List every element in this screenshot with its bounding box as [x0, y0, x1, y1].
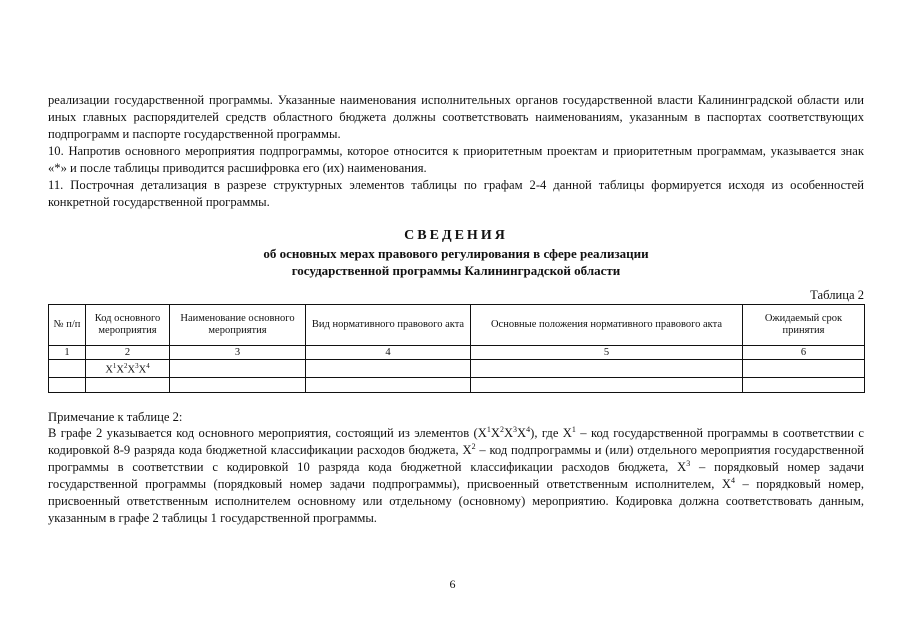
header-cell: Вид нормативного правового акта — [306, 305, 471, 346]
column-number: 1 — [49, 346, 86, 360]
table-row — [49, 377, 865, 392]
table-cell — [471, 360, 743, 378]
header-cell: Код основного мероприятия — [86, 305, 170, 346]
intro-paragraph-1: реализации государственной программы. Указанные наименования исполнительных органов государственной власти Калининградской области или иных главных распорядителей средств областного бюджета должны соответствовать наименованиям, указанным в паспортах соответствующих подпрограмм и паспорте государственной программы. — [48, 93, 864, 141]
column-number: 6 — [743, 346, 865, 360]
table-cell — [49, 377, 86, 392]
column-number: 2 — [86, 346, 170, 360]
note-paragraph: В графе 2 указывается код основного мероприятия, состоящий из элементов $(X^1X^2X^3X^4)$, где $X^1$ – код государственной программы в соответствии с кодировкой 8-9 разряда кода бюджетной классификации расходов бюджета, $X^2$ – код подпрограммы и (или) отдельного мероприятия государственной программы в соответствии с кодировкой 10 разряда кода бюджетной классификации расходов бюджета, $X^3$ – порядковый номер задачи государственной программы (порядковый номер задачи подпрограммы), присвоенный ответственным исполнителем, $X^4$ – порядковый номер, присвоенный ответственным исполнителем основному или отдельному (основному) мероприятию. Кодировка должна соответствовать данным, указанным в графе 2 таблицы 1 государственной программы. — [48, 424, 864, 525]
table-cell — [170, 360, 306, 378]
document-page — [48, 92, 864, 527]
title-line-2: государственной программы Калининградской области — [291, 263, 621, 278]
table-cell — [170, 377, 306, 392]
intro-paragraph-3: 11. Построчная детализация в разрезе структурных элементов таблицы по графам 2-4 данной таблицы формируется исходя из особенностей конкретной государственной программы. — [48, 178, 864, 209]
column-number-row — [49, 346, 865, 360]
code-cell: $X^1X^2X^3X^4$ — [86, 360, 170, 378]
table-cell — [306, 360, 471, 378]
table-row — [49, 360, 865, 378]
table-label: Таблица 2 — [810, 288, 864, 302]
table-cell — [743, 360, 865, 378]
section-title — [48, 227, 864, 279]
column-number: 5 — [471, 346, 743, 360]
column-number: 4 — [306, 346, 471, 360]
header-cell: Наименование основного мероприятия — [170, 305, 306, 346]
table-cell — [49, 360, 86, 378]
table-cell — [743, 377, 865, 392]
note-title: Примечание к таблице 2: — [48, 409, 183, 424]
title-line-1: об основных мерах правового регулирования в сфере реализации — [263, 246, 649, 261]
page-number: 6 — [449, 577, 456, 591]
column-number: 3 — [170, 346, 306, 360]
table-cell — [471, 377, 743, 392]
measures-table — [48, 304, 865, 393]
table-header-row — [49, 305, 865, 346]
intro-paragraph-2: 10. Напротив основного мероприятия подпрограммы, которое относится к приоритетным проектам и приоритетным программам, указывается знак «*» и после таблицы приводится расшифровка его (их) наименования. — [48, 144, 864, 175]
header-cell: Основные положения нормативного правового акта — [471, 305, 743, 346]
table-cell — [306, 377, 471, 392]
header-cell: № п/п — [49, 305, 86, 346]
header-cell: Ожидаемый срок принятия — [743, 305, 865, 346]
title-main: СВЕДЕНИЯ — [404, 228, 508, 243]
table-cell — [86, 377, 170, 392]
